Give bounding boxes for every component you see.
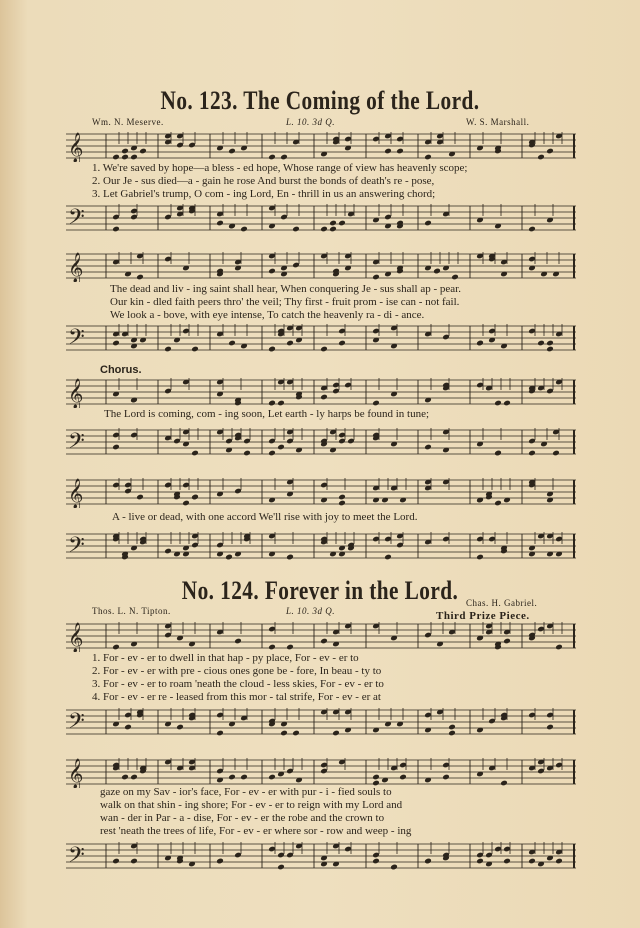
lyric-line: The dead and liv - ing saint shall hear, When conquering Je - sus shall ap - pear. (110, 283, 461, 295)
staff-bass (66, 840, 576, 872)
note-head (320, 394, 328, 401)
staff-treble (66, 130, 576, 162)
clef-icon: 𝄢 (68, 709, 85, 738)
note-head (268, 644, 276, 651)
clef-icon: 𝄞 (68, 253, 84, 282)
clef-icon: 𝄢 (68, 325, 85, 354)
note-head (216, 730, 224, 737)
note-head (112, 444, 120, 451)
note-head (372, 858, 380, 865)
note-head (191, 450, 199, 457)
note-head (216, 220, 224, 227)
chorus-label: Chorus. (100, 364, 142, 376)
note-head (537, 154, 545, 161)
note-head (476, 340, 484, 347)
note-head (164, 548, 172, 555)
note-head (136, 494, 144, 501)
note-head (286, 340, 294, 347)
note-head (476, 554, 484, 561)
note-head (268, 346, 276, 353)
note-head (228, 340, 236, 347)
note-head (130, 858, 138, 865)
note-head (320, 226, 328, 233)
note-head (338, 494, 346, 501)
note-head (112, 644, 120, 651)
lyric-line: We look a - bove, with eye intense, To catch the heavenly ra - di - ance. (110, 309, 425, 321)
note-head (399, 774, 407, 781)
clef-icon: 𝄢 (68, 533, 85, 562)
note-head (292, 226, 300, 233)
hymn-124-system-2-lyrics (100, 786, 578, 838)
note-head (424, 220, 432, 227)
note-head (396, 148, 404, 155)
hymn-123-system-4-lyrics (112, 511, 590, 524)
lyric-line: 1. For - ev - er to dwell in that hap - py place, For - ev - er to (92, 652, 359, 664)
hymn-124-system-1-lyrics (92, 652, 570, 704)
note-head (503, 858, 511, 865)
hymn-124-words-by: Thos. L. N. Tipton. (92, 606, 171, 616)
staff-treble (66, 376, 576, 408)
note-head (372, 400, 380, 407)
staff-treble (66, 620, 576, 652)
hymn-124-title: No. 124. Forever in the Lord. (181, 576, 459, 605)
note-head (424, 444, 432, 451)
note-head (329, 220, 337, 227)
note-head (528, 450, 536, 457)
note-head (552, 450, 560, 457)
note-head (476, 858, 484, 865)
lyric-line: 3. Let Gabriel's trump, O com - ing Lord, En - thrill in us an answering chord; (92, 188, 436, 200)
note-head (372, 774, 380, 781)
clef-icon: 𝄢 (68, 429, 85, 458)
staff-bass (66, 202, 576, 234)
note-head (121, 154, 129, 161)
note-head (546, 724, 554, 731)
note-head (191, 494, 199, 501)
lyric-line: The Lord is coming, com - ing soon, Let earth - ly harps be found in tune; (104, 408, 430, 420)
note-head (338, 500, 346, 507)
staff-treble (66, 756, 576, 788)
lyric-line: gaze on my Sav - ior's face, For - ev - er with pur - i - fied souls to (100, 786, 392, 798)
note-head (332, 730, 340, 737)
lyric-line: rest 'neath the trees of life, For - ev - er where sor - row and weep - ing (100, 825, 412, 837)
note-head (243, 450, 251, 457)
note-head (329, 226, 337, 233)
note-head (191, 346, 199, 353)
note-head (225, 554, 233, 561)
staff-treble (66, 476, 576, 508)
note-head (277, 400, 285, 407)
note-head (268, 774, 276, 781)
staff-bass (66, 706, 576, 738)
note-head (546, 340, 554, 347)
note-head (112, 340, 120, 347)
staff-treble (66, 250, 576, 282)
note-head (112, 154, 120, 161)
lyric-line: 4. For - ev - er re - leased from this mor - tal strife, For - ev - er at (92, 691, 381, 703)
hymn-123-system-3-lyrics (104, 408, 582, 421)
hymn-124-music-by: Chas. H. Gabriel. (466, 598, 538, 608)
lyric-line: A - live or dead, with one accord We'll rise with joy to meet the Lord. (112, 511, 418, 523)
note-head (555, 858, 563, 865)
lyric-line: 2. Our Je - sus died—a - gain he rose And burst the bonds of death's re - pose, (92, 175, 435, 187)
note-head (136, 274, 144, 281)
hymn-124-meter: L. 10. 3d Q. (286, 606, 336, 616)
note-head (448, 724, 456, 731)
note-head (320, 638, 328, 645)
note-head (277, 864, 285, 871)
note-head (448, 730, 456, 737)
clef-icon: 𝄞 (68, 623, 84, 652)
hymn-123-meter: L. 10. 3d Q. (286, 117, 336, 127)
note-head (240, 774, 248, 781)
note-head (424, 858, 432, 865)
clef-icon: 𝄞 (68, 479, 84, 508)
lyric-line: Our kin - dled faith peers thro' the veil; Thy first - fruit prom - ise can - not fail. (110, 296, 460, 308)
note-head (240, 226, 248, 233)
lyric-line: 1. We're saved by hope—a bless - ed hope, Whose range of view has heavenly scope; (92, 162, 468, 174)
hymn-123-words-by: Wm. N. Meserve. (92, 117, 164, 127)
note-head (216, 858, 224, 865)
note-head (130, 154, 138, 161)
note-head (433, 268, 441, 275)
note-head (268, 154, 276, 161)
note-head (384, 554, 392, 561)
clef-icon: 𝄢 (68, 843, 85, 872)
note-head (234, 638, 242, 645)
staff-bass (66, 426, 576, 458)
note-head (338, 340, 346, 347)
lyric-line: wan - der in Par - a - dise, For - ev - er the robe and the crown to (100, 812, 385, 824)
note-head (277, 444, 285, 451)
note-head (112, 858, 120, 865)
note-head (121, 148, 129, 155)
hymn-123-system-2-lyrics (110, 283, 588, 322)
note-head (424, 154, 432, 161)
note-head (280, 730, 288, 737)
note-head (528, 226, 536, 233)
note-head (338, 220, 346, 227)
hymn-123-title: No. 123. The Coming of the Lord. (160, 86, 480, 115)
note-head (528, 858, 536, 865)
note-head (112, 226, 120, 233)
note-head (139, 148, 147, 155)
hymn-124-prize-note: Third Prize Piece. (436, 610, 530, 622)
clef-icon: 𝄞 (68, 379, 84, 408)
note-head (390, 864, 398, 871)
note-head (372, 274, 380, 281)
staff-bass (66, 322, 576, 354)
note-head (320, 346, 328, 353)
note-head (494, 400, 502, 407)
note-head (494, 500, 502, 507)
note-head (268, 268, 276, 275)
note-head (130, 774, 138, 781)
note-head (503, 638, 511, 645)
hymn-123-music-by: W. S. Marshall. (466, 117, 530, 127)
note-head (280, 154, 288, 161)
staff-bass (66, 530, 576, 562)
note-head (384, 148, 392, 155)
note-head (292, 730, 300, 737)
note-head (286, 644, 294, 651)
note-head (451, 274, 459, 281)
note-head (121, 774, 129, 781)
hymn-123-system-1-lyrics (92, 162, 570, 201)
note-head (164, 346, 172, 353)
note-head (546, 346, 554, 353)
lyric-line: 3. For - ev - er to roam 'neath the cloud - less skies, For - ev - er to (92, 678, 384, 690)
note-head (494, 450, 502, 457)
note-head (182, 500, 190, 507)
note-head (176, 724, 184, 731)
note-head (268, 450, 276, 457)
note-head (537, 340, 545, 347)
note-head (268, 400, 276, 407)
note-head (228, 774, 236, 781)
clef-icon: 𝄢 (68, 205, 85, 234)
lyric-line: walk on that shin - ing shore; For - ev - er to reign with my Lord and (100, 799, 403, 811)
lyric-line: 2. For - ev - er with pre - cious ones gone be - fore, In beau - ty to (92, 665, 382, 677)
note-head (442, 774, 450, 781)
note-head (286, 554, 294, 561)
clef-icon: 𝄞 (68, 759, 84, 788)
note-head (124, 724, 132, 731)
note-head (555, 644, 563, 651)
note-head (503, 400, 511, 407)
note-head (546, 148, 554, 155)
note-head (228, 148, 236, 155)
clef-icon: 𝄞 (68, 133, 84, 162)
